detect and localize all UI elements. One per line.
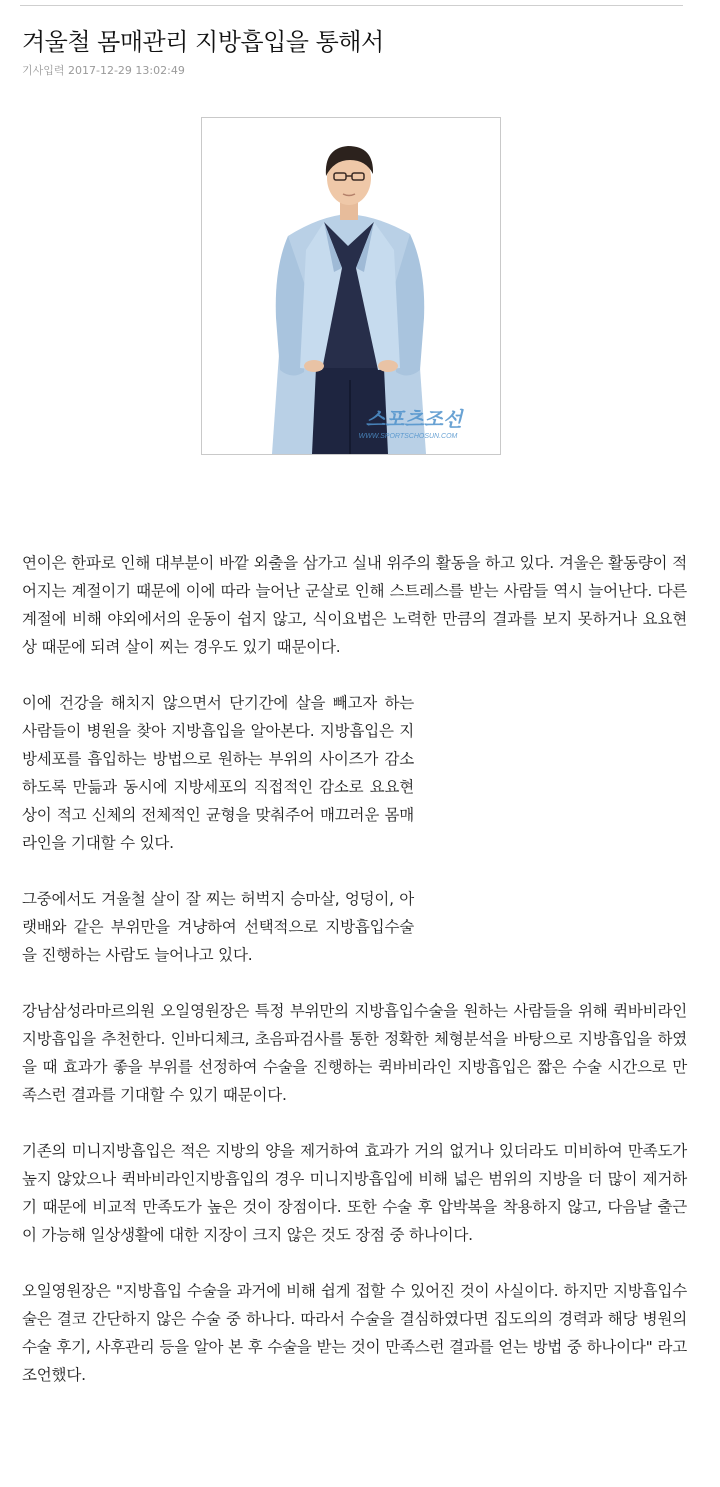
article-paragraph: 그중에서도 겨울철 살이 잘 찌는 허벅지 승마살, 엉덩이, 아랫배와 같은 부위만을 겨냥하여 선택적으로 지방흡입수술을 진행하는 사람도 늘어나고 있다.	[22, 890, 414, 964]
article-paragraph: 이에 건강을 해치지 않으면서 단기간에 살을 빼고자 하는 사람들이 병원을 찾아 지방흡입을 알아본다. 지방흡입은 지방세포를 흡입하는 방법으로 원하는 부위의 사이즈가 감소하도록 만듦과 동시에 지방세포의 직접적인 감소로 요요현상이 적고 신체의 전체적인 균형을 맞춰주어 매끄러운 몸매라인을 기대할 수 있다.	[22, 694, 414, 852]
watermark-url: WWW.SPORTSCHOSUN.COM	[358, 433, 458, 440]
article-body	[22, 549, 687, 1417]
doctor-portrait-image	[202, 118, 500, 454]
article-paragraph: 강남삼성라마르의원 오일영원장은 특정 부위만의 지방흡입수술을 원하는 사람들을 위해 퀵바비라인지방흡입을 추천한다. 인바디체크, 초음파검사를 통한 정확한 체형분석을 바탕으로 지방흡입을 하였을 때 효과가 좋을 부위를 선정하여 수술을 진행하는 퀵바비라인 지방흡입은 짧은 수술 시간으로 만족스런 결과를 기대할 수 있기 때문이다.	[22, 1002, 687, 1104]
article-paragraph: 연이은 한파로 인해 대부분이 바깥 외출을 삼가고 실내 위주의 활동을 하고 있다. 겨울은 활동량이 적어지는 계절이기 때문에 이에 따라 늘어난 군살로 인해 스트레스를 받는 사람들 역시 늘어난다. 다른 계절에 비해 야외에서의 운동이 쉽지 않고, 식이요법은 노력한 만큼의 결과를 보지 못하거나 요요현상 때문에 되려 살이 찌는 경우도 있기 때문이다.	[22, 554, 687, 656]
article-dateline: 기사입력 2017-12-29 13:02:49	[22, 64, 185, 77]
top-divider	[20, 5, 683, 6]
article-paragraph: 오일영원장은 "지방흡입 수술을 과거에 비해 쉽게 접할 수 있어진 것이 사실이다. 하지만 지방흡입수술은 결코 간단하지 않은 수술 중 하나다. 따라서 수술을 결심하였다면 집도의의 경력과 해당 병원의 수술 후기, 사후관리 등을 알아 본 후 수술을 받는 것이 만족스런 결과를 얻는 방법 중 하나이다" 라고 조언했다.	[22, 1282, 687, 1384]
article-paragraph: 기존의 미니지방흡입은 적은 지방의 양을 제거하여 효과가 거의 없거나 있더라도 미비하여 만족도가 높지 않았으나 퀵바비라인지방흡입의 경우 미니지방흡입에 비해 넓은 범위의 지방을 더 많이 제거하기 때문에 비교적 만족도가 높은 것이 장점이다. 또한 수술 후 압박복을 착용하지 않고, 다음날 출근이 가능해 일상생활에 대한 지장이 크지 않은 것도 장점 중 하나이다.	[22, 1142, 687, 1244]
article-photo	[201, 117, 501, 455]
article-title: 겨울철 몸매관리 지방흡입을 통해서	[22, 28, 384, 56]
watermark-logo: 스포츠조선	[365, 409, 463, 431]
